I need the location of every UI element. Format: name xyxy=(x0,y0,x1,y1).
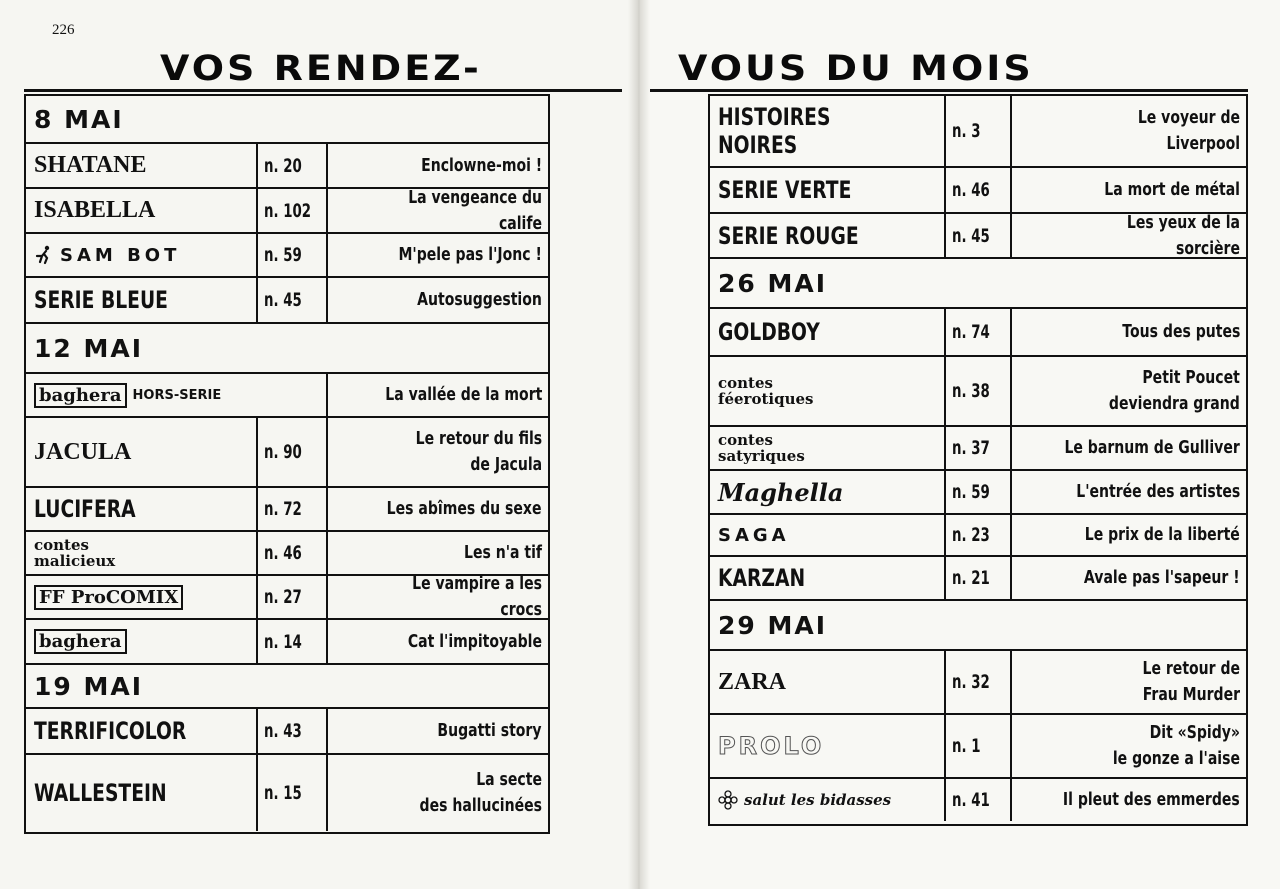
series-logo: salut les bidasses xyxy=(744,791,892,809)
series-title-cell xyxy=(710,168,946,212)
story-title-text: Dit «Spidy» le gonze a l'aise xyxy=(1112,722,1240,769)
story-title-text: Il pleut des emmerdes xyxy=(1063,789,1240,810)
table-row xyxy=(26,620,548,665)
series-logo: FF ProCOMIX xyxy=(34,585,183,610)
issue-number xyxy=(946,214,1012,257)
story-title xyxy=(1012,651,1246,713)
series-logo: ZARA xyxy=(718,668,787,695)
series-title-cell xyxy=(26,418,258,486)
story-title-text: Les yeux de la sorcière xyxy=(1126,211,1240,259)
story-title xyxy=(328,573,548,620)
story-title-text: La mort de métal xyxy=(1104,179,1240,200)
series-logo: SERIE BLEUE xyxy=(34,286,168,314)
issue-number-text: n. 46 xyxy=(264,542,302,564)
series-title-cell xyxy=(710,557,946,599)
issue-number xyxy=(946,357,1012,425)
series-logo: contes féerotiques xyxy=(718,374,814,408)
story-title-text: Les n'a tif xyxy=(463,542,542,563)
series-logo: KARZAN xyxy=(718,564,806,592)
series-title-cell xyxy=(26,144,258,187)
story-title xyxy=(328,620,548,663)
series-title-cell xyxy=(710,214,946,257)
table-row xyxy=(26,186,548,234)
issue-number xyxy=(946,779,1012,821)
issue-number-text: n. 102 xyxy=(264,199,312,222)
date-header: 19 MAI xyxy=(26,665,548,709)
issue-number-text: n. 72 xyxy=(264,498,302,520)
series-logo: contes malicieux xyxy=(34,536,116,570)
issue-number-text: n. 27 xyxy=(264,586,302,608)
story-title xyxy=(1012,471,1246,513)
table-row xyxy=(710,779,1246,821)
issue-number-text: n. 3 xyxy=(952,120,981,142)
date-header: 26 MAI xyxy=(710,259,1246,309)
issue-number xyxy=(946,557,1012,599)
story-title-text: M'pele pas l'Jonc ! xyxy=(398,244,542,265)
issue-number xyxy=(258,144,328,187)
issue-number-text: n. 38 xyxy=(952,380,990,402)
series-title-cell xyxy=(710,779,946,821)
series-logo: TERRIFICOLOR xyxy=(34,717,187,745)
issue-number-text: n. 1 xyxy=(952,735,981,757)
headline-right: VOUS DU MOIS xyxy=(678,47,1034,89)
story-title xyxy=(1012,557,1246,599)
story-title-text: Les abîmes du sexe xyxy=(387,498,542,519)
story-title-text: La secte des hallucinées xyxy=(419,769,542,816)
story-title xyxy=(328,278,548,322)
story-title-text: Cat l'impitoyable xyxy=(407,630,542,652)
schedule-table-right xyxy=(708,94,1248,826)
story-title xyxy=(328,144,548,187)
story-title-text: Tous des putes xyxy=(1121,321,1240,342)
table-row xyxy=(710,96,1246,168)
story-title-text: Bugatti story xyxy=(437,720,542,741)
issue-number xyxy=(946,715,1012,777)
story-title-text: Avale pas l'sapeur ! xyxy=(1084,567,1240,588)
issue-number-text: n. 59 xyxy=(264,244,302,266)
hors-serie-label: HORS-SERIE xyxy=(132,387,222,403)
series-logo: baghera xyxy=(34,629,127,654)
story-title xyxy=(1012,515,1246,555)
issue-number-text: n. 21 xyxy=(952,567,990,589)
issue-number-text: n. 90 xyxy=(264,441,302,463)
series-title-cell xyxy=(710,515,946,555)
series-logo: SERIE VERTE xyxy=(718,176,852,204)
series-title-cell xyxy=(26,576,258,618)
issue-number-text: n. 74 xyxy=(952,321,990,343)
series-logo: JACULA xyxy=(34,438,132,465)
series-title-cell xyxy=(710,651,946,713)
series-title-cell xyxy=(26,755,258,831)
story-title xyxy=(328,418,548,486)
table-row xyxy=(710,715,1246,779)
table-row xyxy=(26,573,548,620)
series-title-cell xyxy=(26,278,258,322)
book-gutter xyxy=(628,0,650,889)
schedule-table-left xyxy=(24,94,550,834)
series-title-cell xyxy=(710,471,946,513)
story-title-text: Le retour du fils de Jacula xyxy=(415,428,542,475)
issue-number xyxy=(946,515,1012,555)
story-title-text: L'entrée des artistes xyxy=(1075,481,1240,502)
issue-number xyxy=(258,234,328,276)
story-title xyxy=(328,532,548,574)
issue-number xyxy=(946,96,1012,166)
table-row xyxy=(26,144,548,189)
story-title xyxy=(328,374,548,416)
story-title-text: Le vampire a les crocs xyxy=(412,573,542,620)
issue-number xyxy=(258,709,328,753)
story-title-text: Le retour de Frau Murder xyxy=(1142,658,1240,705)
issue-number-text: n. 20 xyxy=(264,154,302,177)
story-title xyxy=(328,186,548,234)
issue-number-text: n. 46 xyxy=(952,179,990,201)
story-title-text: Petit Poucet deviendra grand xyxy=(1109,367,1240,414)
series-logo: SERIE ROUGE xyxy=(718,221,859,250)
series-title-cell xyxy=(710,309,946,355)
series-title-cell xyxy=(710,357,946,425)
series-title-cell xyxy=(26,709,258,753)
headline-rule-right xyxy=(650,89,1248,92)
series-title-cell xyxy=(710,96,946,166)
story-title xyxy=(328,234,548,276)
story-title xyxy=(328,709,548,753)
issue-number xyxy=(258,576,328,618)
table-row xyxy=(710,515,1246,557)
story-title-text: Le prix de la liberté xyxy=(1084,524,1240,545)
series-title-cell xyxy=(26,488,258,530)
issue-number-text: n. 45 xyxy=(264,289,302,311)
series-logo: baghera xyxy=(34,383,127,408)
series-title-cell xyxy=(26,189,258,232)
series-logo: contes satyriques xyxy=(718,431,805,465)
table-row xyxy=(26,418,548,488)
issue-number xyxy=(946,471,1012,513)
headline-rule-left xyxy=(24,89,622,92)
issue-number-text: n. 23 xyxy=(952,524,990,546)
series-logo: WALLESTEIN xyxy=(34,779,167,807)
story-title-text: Enclowne-moi ! xyxy=(420,154,542,176)
table-row xyxy=(26,234,548,278)
story-title-text: La vallée de la mort xyxy=(384,384,542,405)
series-logo: ISABELLA xyxy=(34,197,156,223)
story-title-text: Autosuggestion xyxy=(417,289,542,310)
story-title xyxy=(1012,715,1246,777)
story-title xyxy=(1012,168,1246,212)
issue-number xyxy=(258,189,328,232)
issue-number-text: n. 41 xyxy=(952,789,990,811)
series-logo: SHATANE xyxy=(34,152,147,178)
page-number: 226 xyxy=(52,22,75,38)
table-row xyxy=(710,557,1246,601)
table-row xyxy=(26,532,548,576)
issue-number xyxy=(258,418,328,486)
table-row xyxy=(710,168,1246,214)
series-title-cell xyxy=(26,374,328,416)
running-man-icon xyxy=(34,245,54,265)
issue-number-text: n. 45 xyxy=(952,224,990,247)
series-logo: SAM BOT xyxy=(60,244,181,266)
table-row xyxy=(710,211,1246,259)
table-row xyxy=(710,471,1246,515)
issue-number xyxy=(946,309,1012,355)
table-row xyxy=(26,374,548,418)
issue-number-text: n. 37 xyxy=(952,437,990,459)
table-row xyxy=(710,427,1246,471)
issue-number-text: n. 32 xyxy=(952,671,990,693)
issue-number xyxy=(258,755,328,831)
series-logo: LUCIFERA xyxy=(34,495,136,523)
story-title xyxy=(1012,211,1246,259)
table-row xyxy=(26,278,548,324)
issue-number xyxy=(946,427,1012,469)
series-logo: GOLDBOY xyxy=(718,318,820,346)
story-title xyxy=(1012,779,1246,821)
table-row xyxy=(710,357,1246,427)
headline-left: VOS RENDEZ- xyxy=(160,47,482,89)
issue-number xyxy=(258,488,328,530)
story-title xyxy=(1012,357,1246,425)
table-row xyxy=(26,488,548,532)
series-title-cell xyxy=(26,532,258,574)
date-header: 8 MAI xyxy=(26,96,548,144)
table-row xyxy=(710,309,1246,357)
story-title xyxy=(1012,96,1246,166)
issue-number-text: n. 43 xyxy=(264,720,302,742)
issue-number xyxy=(258,620,328,663)
series-title-cell xyxy=(26,234,258,276)
date-header: 29 MAI xyxy=(710,601,1246,651)
story-title xyxy=(1012,427,1246,469)
series-title-cell xyxy=(710,715,946,777)
issue-number-text: n. 59 xyxy=(952,481,990,503)
issue-number-text: n. 15 xyxy=(264,782,302,804)
story-title-text: La vengeance du calife xyxy=(408,186,542,234)
story-title xyxy=(328,755,548,831)
date-header: 12 MAI xyxy=(26,324,548,374)
series-logo: HISTOIRES NOIRES xyxy=(718,103,831,159)
series-title-cell xyxy=(26,620,258,663)
issue-number xyxy=(946,651,1012,713)
story-title xyxy=(1012,309,1246,355)
table-row xyxy=(26,755,548,831)
issue-number xyxy=(258,532,328,574)
story-title-text: Le voyeur de Liverpool xyxy=(1137,107,1240,154)
story-title xyxy=(328,488,548,530)
series-logo: SAGA xyxy=(718,524,790,546)
series-title-cell xyxy=(710,427,946,469)
table-row xyxy=(26,709,548,755)
series-logo: Maghella xyxy=(718,477,844,507)
issue-number-text: n. 14 xyxy=(264,630,302,653)
table-row xyxy=(710,651,1246,715)
issue-number xyxy=(946,168,1012,212)
flower-icon xyxy=(718,790,738,810)
series-logo: PROLO xyxy=(718,732,825,760)
story-title-text: Le barnum de Gulliver xyxy=(1064,437,1240,458)
issue-number xyxy=(258,278,328,322)
